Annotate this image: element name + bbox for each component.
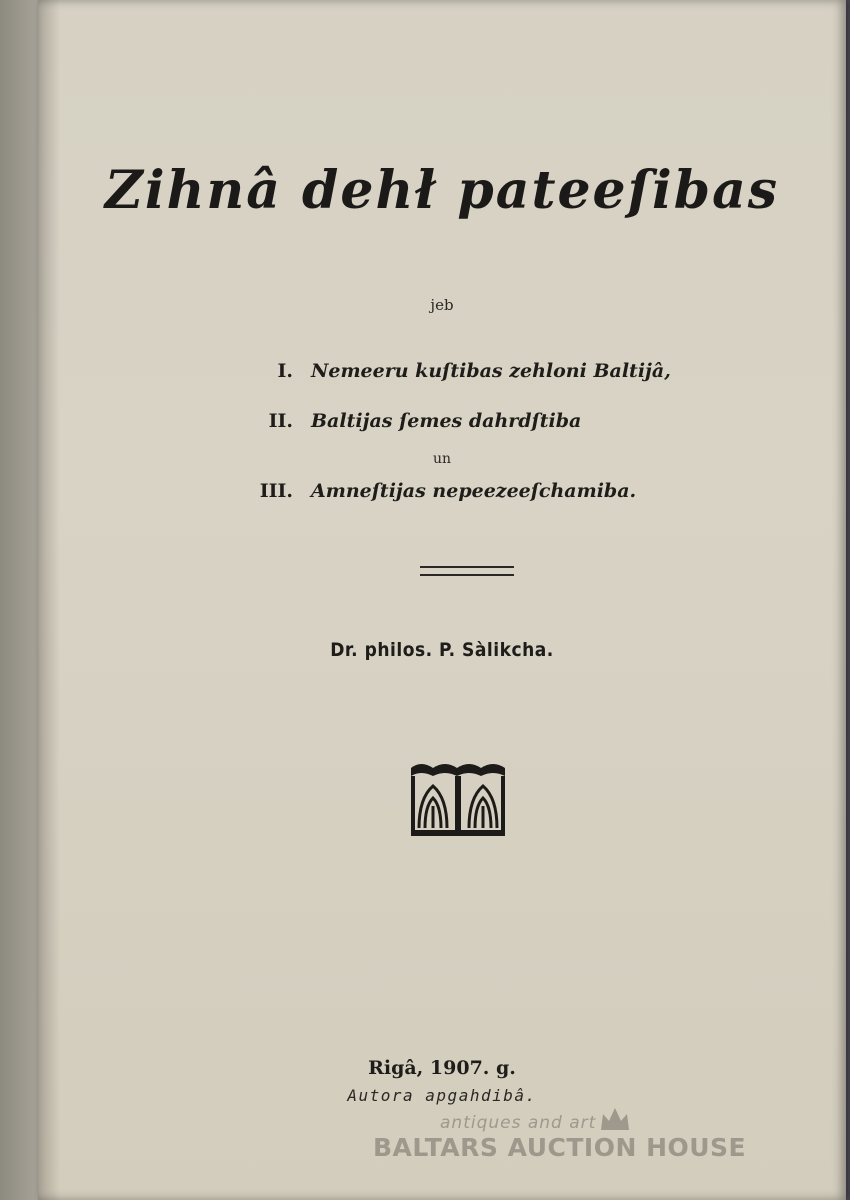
author-line: Dr. philos. P. Sàlikcha.: [330, 639, 554, 661]
item-text: Amneſtijas nepeezeeſchamiba.: [311, 480, 637, 502]
crown-icon: [598, 1104, 632, 1134]
watermark-tagline: antiques and art: [440, 1113, 597, 1133]
list-item: [233, 360, 671, 382]
item-numeral: III.: [259, 480, 293, 502]
book-title: Zihnâ dehł pateeſibas: [104, 160, 780, 221]
item-text: Baltijas ſemes dahrdſtiba: [311, 410, 582, 432]
double-rule-divider: [420, 566, 514, 576]
list-item: [233, 410, 581, 432]
connector-text: jeb: [430, 296, 454, 314]
item-numeral: I.: [277, 360, 293, 382]
item-numeral: II.: [268, 410, 293, 432]
item-text: Nemeeru kuſtibas zehloni Baltijâ,: [311, 360, 671, 382]
conjunction-text: un: [432, 451, 452, 467]
place-year: Rigâ, 1907. g.: [368, 1057, 516, 1079]
title-page: [38, 0, 846, 1200]
art-nouveau-ornament-icon: [409, 762, 507, 838]
publisher-line: Autora apgahdibâ.: [347, 1086, 537, 1105]
list-item: [233, 480, 636, 502]
watermark-name: BALTARS AUCTION HOUSE: [373, 1133, 747, 1162]
